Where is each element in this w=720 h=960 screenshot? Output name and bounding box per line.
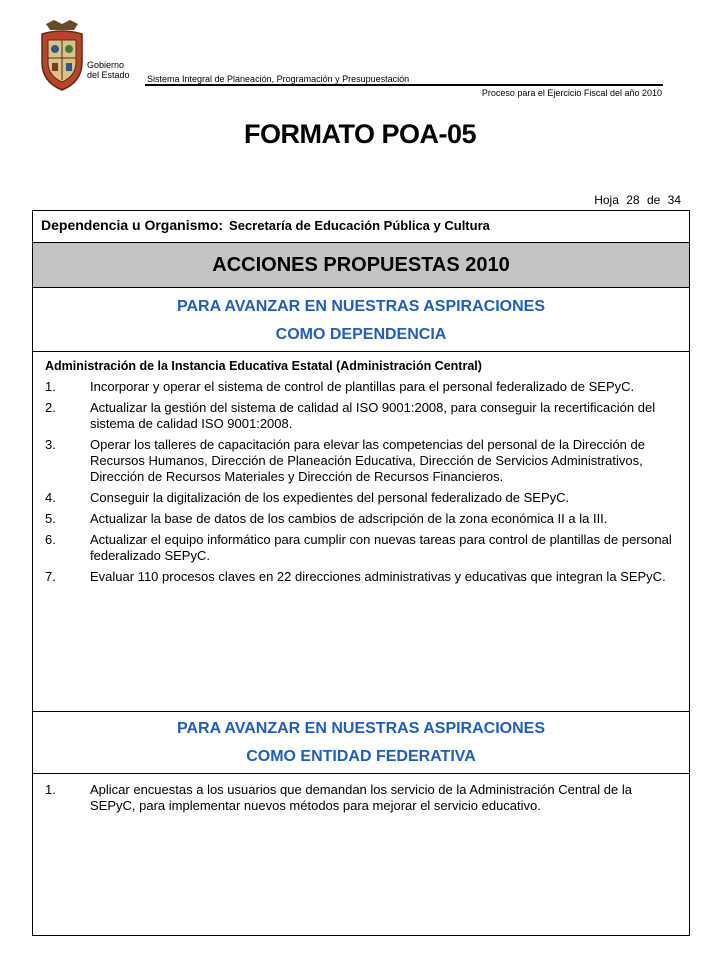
section1-line1: PARA AVANZAR EN NUESTRAS ASPIRACIONES [176,298,546,315]
system-name: Sistema Integral de Planeación, Programación y Presupuestación [147,74,410,84]
dependency-row [33,211,689,243]
poa-form [32,210,690,936]
government-label-line1: Gobierno [87,60,125,70]
page-title: FORMATO POA-05 [243,119,477,149]
item-number: 1. [45,379,56,394]
section2-line1: PARA AVANZAR EN NUESTRAS ASPIRACIONES [176,720,546,737]
item-text: Actualizar la gestión del sistema de calidad al ISO 9001:2008, para conseguir la recertificación del sistema de calidad ISO 9001:2008. [90,400,656,431]
item-number: 2. [45,400,56,415]
section2-line2: COMO ENTIDAD FEDERATIVA [246,748,476,765]
list-item [45,782,679,814]
item-text: Conseguir la digitalización de los expedientes del personal federalizado de SEPyC. [90,490,570,505]
dependency-value: Secretaría de Educación Pública y Cultura [229,218,490,233]
item-text: Actualizar el equipo informático para cumplir con nuevas tareas para control de plantillas de personal federalizado SEPyC. [90,532,672,563]
section1-subtitle: Administración de la Instancia Educativa Estatal (Administración Central) [45,359,482,373]
list-item [45,490,679,506]
list-item [45,532,679,564]
item-number: 5. [45,511,56,526]
page-indicator [594,193,681,207]
item-number: 3. [45,437,56,452]
item-number: 1. [45,782,56,797]
section2-header [33,712,689,774]
list-item [45,400,679,432]
section1-line2: COMO DEPENDENCIA [275,326,447,343]
section1-body [33,352,689,712]
item-text: Operar los talleres de capacitación para elevar las competencias del personal de la Dirección de Recursos Humanos, Dirección de Planeación Educativa, Dirección de Servicios Administrativos, Dirección de Recursos Materiales y Dirección de Recursos Financieros. [90,437,645,484]
page-label: Hoja [594,193,619,207]
list-item [45,379,679,395]
header-divider [145,84,663,86]
item-text: Incorporar y operar el sistema de control de plantillas para el personal federalizado de SEPyC. [90,379,635,394]
page-total: 34 [667,193,681,207]
page-of: de [646,193,661,207]
section2-body [33,774,689,814]
list-item [45,437,679,485]
item-number: 4. [45,490,56,505]
government-label [87,60,130,80]
government-label-line2: del Estado [87,70,130,80]
section1-header [33,288,689,352]
list-item [45,569,679,585]
item-text: Evaluar 110 procesos claves en 22 direcciones administrativas y educativas que integran la SEPyC. [90,569,666,584]
page-current: 28 [626,193,640,207]
process-label: Proceso para el Ejercicio Fiscal del año 2010 [481,88,662,98]
item-number: 6. [45,532,56,547]
state-coat-of-arms-icon [36,18,88,94]
actions-banner: ACCIONES PROPUESTAS 2010 [33,243,689,288]
dependency-label: Dependencia u Organismo: [41,217,224,233]
list-item [45,511,679,527]
item-text: Actualizar la base de datos de los cambios de adscripción de la zona económica II a la III. [90,511,608,526]
item-text: Aplicar encuestas a los usuarios que demandan los servicio de la Administración Central de la SEPyC, para implementar nuevos métodos para mejorar el servicio educativo. [90,782,632,813]
item-number: 7. [45,569,56,584]
